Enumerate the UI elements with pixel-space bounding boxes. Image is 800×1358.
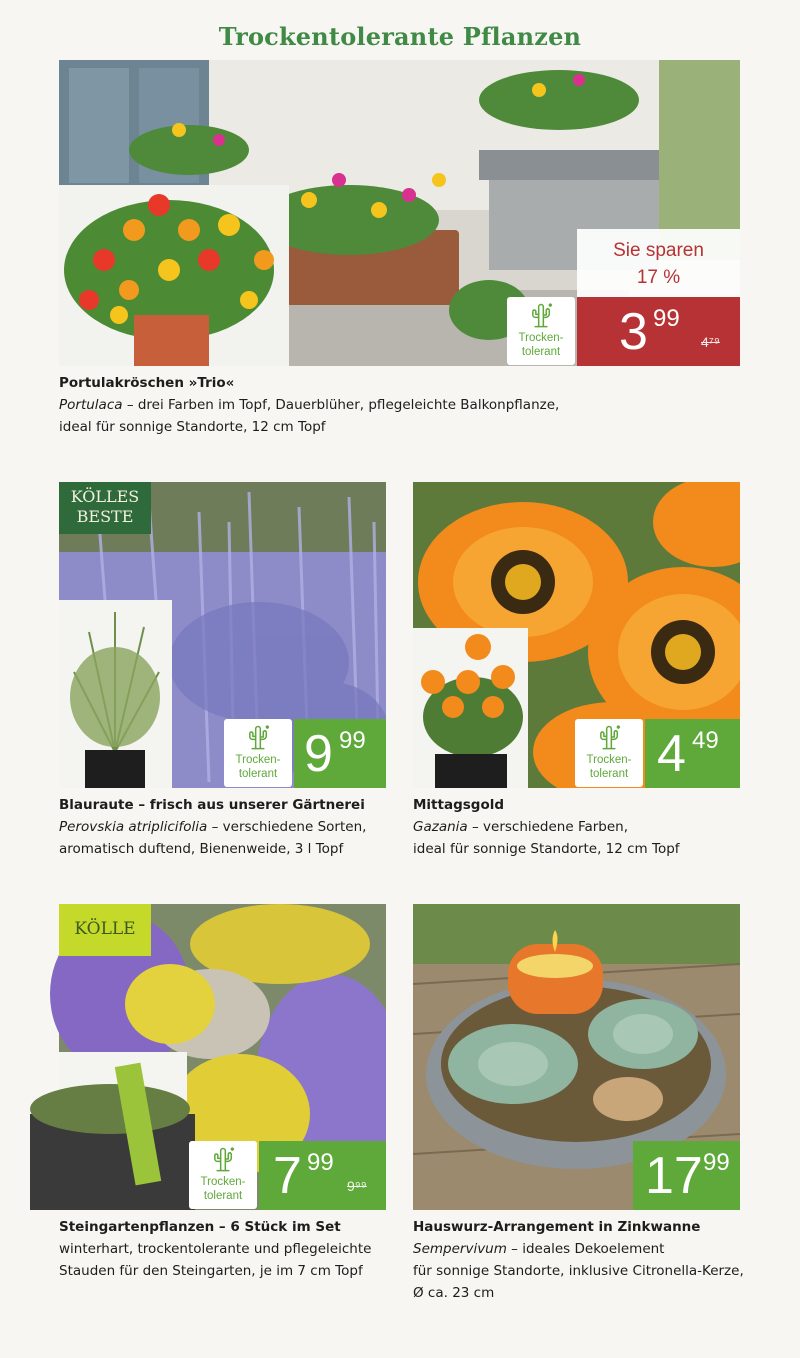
product-latin-name: Sempervivum	[413, 1241, 507, 1257]
price-cents: 49	[692, 727, 719, 754]
badge-line2: tolerant	[521, 346, 561, 358]
product-desc-line2: aromatisch duftend, Bienenweide, 3 l Topf	[59, 841, 344, 857]
price-tag	[577, 297, 740, 366]
product-description	[59, 794, 389, 860]
price-tag	[294, 719, 386, 788]
product-desc-line3: Ø ca. 23 cm	[413, 1285, 495, 1301]
badge-line2: tolerant	[238, 768, 278, 780]
badge-line1: Trocken-	[235, 754, 281, 766]
product-desc-line2: Stauden für den Steingarten, je im 7 cm Topf	[59, 1263, 363, 1279]
cactus-icon	[209, 1145, 237, 1173]
drought-tolerant-badge	[189, 1141, 257, 1209]
brand-badge	[59, 482, 151, 534]
product-desc-line1: – verschiedene Sorten,	[207, 819, 367, 835]
product-desc-line2: für sonnige Standorte, inklusive Citronella-Kerze,	[413, 1263, 744, 1279]
price-euros: 3	[619, 303, 648, 361]
product-description	[59, 1216, 389, 1282]
savings-percent: 17 %	[636, 267, 681, 288]
old-price: 9⁹⁹	[347, 1178, 367, 1194]
price-tag	[259, 1141, 386, 1210]
product-description	[413, 1216, 758, 1304]
product-name: Mittagsgold	[413, 797, 505, 813]
product-latin-name: Gazania	[413, 819, 468, 835]
brand-line2: BESTE	[76, 507, 134, 526]
product-name: Hauswurz-Arrangement in Zinkwanne	[413, 1219, 701, 1235]
price-tag	[633, 1141, 740, 1210]
product-latin-name: Perovskia atriplicifolia	[59, 819, 208, 835]
product-desc-line1: – drei Farben im Topf, Dauerblüher, pflegeleichte Balkonpflanze,	[122, 397, 560, 413]
badge-line1: Trocken-	[586, 754, 632, 766]
page-title: Trockentolerante Pflanzen	[218, 22, 582, 51]
product-desc-line1: winterhart, trockentolerante und pflegeleichte	[59, 1241, 372, 1257]
cactus-icon	[595, 723, 623, 751]
badge-line2: tolerant	[203, 1190, 243, 1202]
product-name: Portulakröschen »Trio«	[59, 375, 235, 391]
price-tag	[645, 719, 740, 788]
product-description	[413, 794, 743, 860]
product-latin-name: Portulaca	[59, 397, 123, 413]
savings-box	[577, 229, 740, 299]
price-euros: 7	[273, 1147, 302, 1205]
price-euros: 17	[645, 1147, 703, 1205]
old-price: 4⁷⁹	[701, 334, 720, 350]
cactus-icon	[527, 301, 555, 329]
price-euros: 9	[304, 725, 333, 783]
product-desc-line1: – ideales Dekoelement	[506, 1241, 665, 1257]
product-name: Blauraute – frisch aus unserer Gärtnerei	[59, 797, 365, 813]
product-desc-line2: ideal für sonnige Standorte, 12 cm Topf	[59, 419, 326, 435]
product-desc-line2: ideal für sonnige Standorte, 12 cm Topf	[413, 841, 680, 857]
badge-line1: Trocken-	[518, 332, 564, 344]
product-description	[59, 372, 740, 438]
brand-line1: KÖLLES	[70, 487, 140, 506]
product-desc-line1: – verschiedene Farben,	[467, 819, 629, 835]
brand-badge	[59, 904, 151, 956]
brand-line1: KÖLLE	[74, 919, 136, 939]
badge-line2: tolerant	[589, 768, 629, 780]
price-euros: 4	[657, 725, 686, 783]
price-cents: 99	[339, 727, 366, 754]
cactus-icon	[244, 723, 272, 751]
drought-tolerant-badge	[507, 297, 575, 365]
price-cents: 99	[307, 1149, 334, 1176]
badge-line1: Trocken-	[200, 1176, 246, 1188]
savings-label: Sie sparen	[613, 240, 704, 261]
price-cents: 99	[653, 305, 680, 332]
price-cents: 99	[703, 1149, 730, 1176]
drought-tolerant-badge	[575, 719, 643, 787]
drought-tolerant-badge	[224, 719, 292, 787]
product-name: Steingartenpflanzen – 6 Stück im Set	[59, 1219, 341, 1235]
